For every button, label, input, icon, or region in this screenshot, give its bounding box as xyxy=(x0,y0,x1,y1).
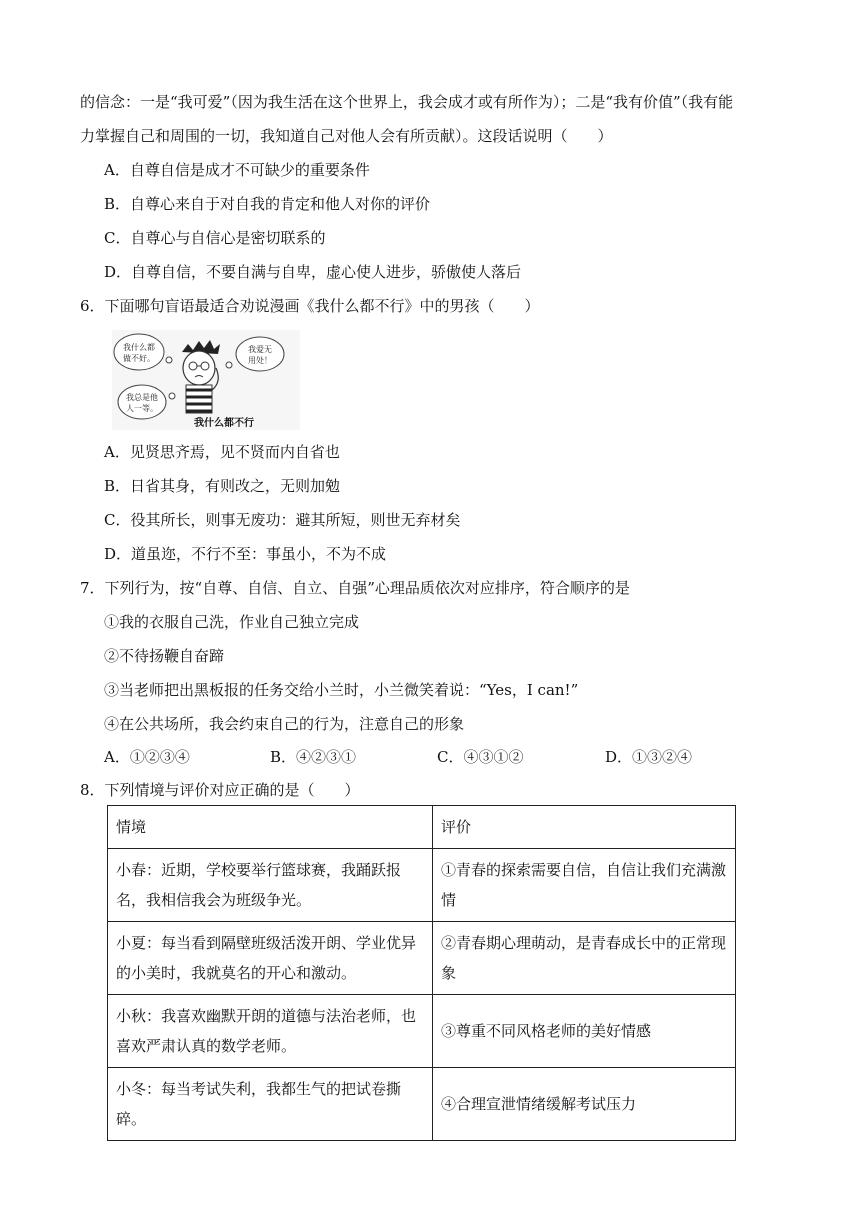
evaluation-cell: ③尊重不同风格老师的美好情感 xyxy=(433,995,736,1068)
q7-item-4: ④在公共场所，我会约束自己的行为，注意自己的形象 xyxy=(104,715,465,733)
bubble-bottom-left-text-2: 人一等。 xyxy=(126,404,158,413)
situation-cell: 小冬：每当考试失利，我都生气的把试卷撕碎。 xyxy=(108,1068,433,1141)
evaluation-cell: ①青春的探索需要自信，自信让我们充满激情 xyxy=(433,849,736,922)
q5-option-c: C．自尊心与自信心是密切联系的 xyxy=(104,229,326,247)
header-situation: 情境 xyxy=(108,806,433,849)
q5-option-b: B．自尊心来自于对自我的肯定和他人对你的评价 xyxy=(104,195,431,213)
evaluation-cell: ④合理宣泄情绪缓解考试压力 xyxy=(433,1068,736,1141)
q7-item-1: ①我的衣服自己洗，作业自己独立完成 xyxy=(104,613,360,631)
bubble-right-text-2: 用处！ xyxy=(248,356,272,365)
table-row xyxy=(108,995,736,1068)
q6-stem: 6．下面哪句盲语最适合劝说漫画《我什么都不行》中的男孩（ ） xyxy=(80,297,540,315)
q7-option-a: A．①②③④ xyxy=(104,748,190,766)
bubble-top-left-text-2: 做不好。 xyxy=(123,354,155,363)
table-row xyxy=(108,1068,736,1141)
q6-option-c: C．役其所长，则事无废功：避其所短，则世无弃材矣 xyxy=(104,511,461,529)
intro-line-1: 的信念：一是“我可爱”（因为我生活在这个世界上，我会成才或有所作为）；二是“我有价值”（我有能 xyxy=(80,93,734,111)
situation-cell: 小秋：我喜欢幽默开朗的道德与法治老师，也喜欢严肃认真的数学老师。 xyxy=(108,995,433,1068)
q8-stem: 8．下列情境与评价对应正确的是（ ） xyxy=(80,781,360,799)
q8-table xyxy=(107,805,736,1141)
q6-option-a: A．见贤思齐焉，见不贤而内自省也 xyxy=(104,443,340,461)
q6-option-b: B．日省其身，有则改之，无则加勉 xyxy=(104,477,341,495)
situation-cell: 小春：近期，学校要举行篮球赛，我踊跃报名，我相信我会为班级争光。 xyxy=(108,849,433,922)
cartoon-caption: 我什么都不行 xyxy=(194,418,254,429)
bubble-right-text-1: 我爱无 xyxy=(248,345,272,354)
q5-option-d: D．自尊自信，不要自满与自卑，虚心使人进步，骄傲使人落后 xyxy=(104,263,522,281)
bubble-bottom-left-text-1: 我总是他 xyxy=(126,393,158,402)
q7-stem: 7．下列行为，按“自尊、自信、自立、自强”心理品质依次对应排序，符合顺序的是 xyxy=(80,579,630,597)
q7-item-3: ③当老师把出黑板报的任务交给小兰时，小兰微笑着说：“Yes，I can!” xyxy=(104,681,579,699)
table-row xyxy=(108,849,736,922)
header-evaluation: 评价 xyxy=(433,806,736,849)
table-header-row xyxy=(108,806,736,849)
cartoon-illustration xyxy=(112,330,300,430)
situation-cell: 小夏：每当看到隔壁班级活泼开朗、学业优异的小美时，我就莫名的开心和激动。 xyxy=(108,922,433,995)
q7-item-2: ②不待扬鞭自奋蹄 xyxy=(104,647,225,665)
evaluation-cell: ②青春期心理萌动，是青春成长中的正常现象 xyxy=(433,922,736,995)
q7-option-c: C．④③①② xyxy=(437,748,524,766)
q7-option-b: B．④②③① xyxy=(270,748,357,766)
q7-option-d: D．①③②④ xyxy=(605,748,693,766)
bubble-top-left-text-1: 我什么都 xyxy=(123,343,155,352)
table-row xyxy=(108,922,736,995)
q5-option-a: A．自尊自信是成才不可缺少的重要条件 xyxy=(104,161,370,179)
intro-line-2: 力掌握自己和周围的一切，我知道自己对他人会有所贡献）。这段话说明（ ） xyxy=(80,127,613,145)
q6-option-d: D．道虽迩，不行不至：事虽小，不为不成 xyxy=(104,545,387,563)
